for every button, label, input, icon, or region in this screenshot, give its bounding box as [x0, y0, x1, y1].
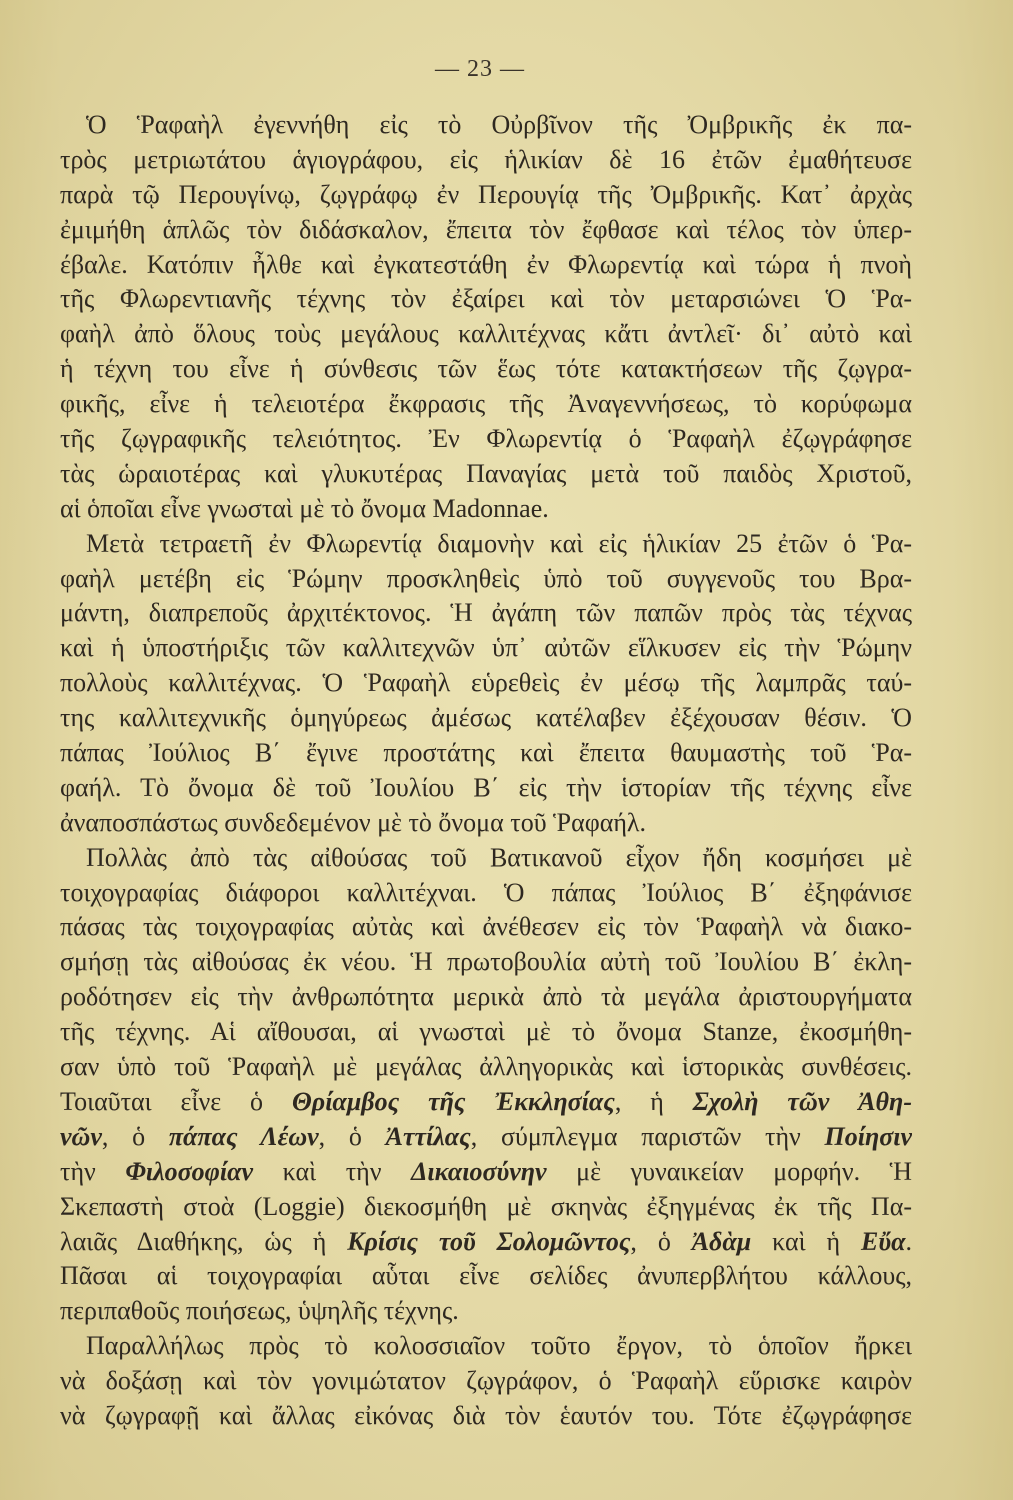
emphasized-title: πάπας Λέων	[168, 1121, 319, 1151]
text-run: , ὁ	[630, 1226, 692, 1256]
emphasized-title: Εὔα	[861, 1226, 906, 1256]
text-line: καὶ ἡ ὑποστήριξις τῶν καλλιτεχνῶν ὑπ᾿ αὐτῶν εἵλκυσεν εἰς τὴν Ῥώμην	[60, 633, 912, 663]
paragraph	[60, 841, 912, 1329]
paragraph	[60, 108, 912, 527]
emphasized-title: νῶν	[60, 1121, 102, 1151]
page-number: — 23 —	[435, 56, 525, 82]
text-run: καὶ ἡ	[751, 1226, 862, 1256]
text-line: Παραλλήλως πρὸς τὸ κολοσσιαῖον τοῦτο ἔργον, τὸ ὁποῖον ἤρκει	[86, 1331, 912, 1361]
text-line: τοιχογραφίας διάφοροι καλλιτέχναι. Ὁ πάπας Ἰούλιος Β΄ ἐξηφάνισε	[60, 877, 912, 907]
text-line: της καλλιτεχνικῆς ὁμηγύρεως ἀμέσως κατέλαβεν ἐξέχουσαν θέσιν. Ὁ	[60, 703, 912, 733]
emphasized-title: Κρίσις τοῦ Σολομῶντος	[347, 1226, 631, 1256]
text-line: Ὁ Ῥαφαὴλ ἐγεννήθη εἰς τὸ Οὐρβῖνον τῆς Ὀμβρικῆς ἐκ πα-	[86, 110, 912, 139]
text-run: Τοιαῦται εἶνε ὁ	[60, 1086, 292, 1116]
text-line: τῆς τέχνης. Αἱ αἴθουσαι, αἱ γνωσταὶ μὲ τὸ ὄνομα Stanze, ἐκοσμήθη-	[60, 1017, 912, 1047]
text-line: Πᾶσαι αἱ τοιχογραφίαι αὗται εἶνε σελίδες ἀνυπερβλήτου κάλλους,	[60, 1261, 912, 1291]
text-line: φαήλ. Τὸ ὄνομα δὲ τοῦ Ἰουλίου Β΄ εἰς τὴν ἱστορίαν τῆς τέχνης εἶνε	[60, 772, 912, 802]
text-line: ἀναποσπάστως συνδεδεμένον μὲ τὸ ὄνομα τοῦ Ῥαφαήλ.	[60, 807, 647, 837]
text-line: ροδότησεν εἰς τὴν ἀνθρωπότητα μερικὰ ἀπὸ τὰ μεγάλα ἀριστουργήματα	[60, 982, 912, 1012]
paragraph	[60, 1329, 912, 1434]
emphasized-title: Σχολὴ τῶν Ἀθη-	[692, 1086, 912, 1116]
emphasized-title: Ἀττίλας	[385, 1121, 471, 1151]
emphasized-title: Θρίαμβος τῆς Ἐκκλησίας	[291, 1086, 615, 1116]
text-line: Πολλὰς ἀπὸ τὰς αἰθούσας τοῦ Βατικανοῦ εἶχον ἤδη κοσμήσει μὲ	[86, 842, 912, 872]
text-line	[60, 1225, 912, 1260]
text-line: φαὴλ ἀπὸ ὅλους τοὺς μεγάλους καλλιτέχνας κἄτι ἀντλεῖ· δι᾿ αὐτὸ καὶ	[60, 319, 912, 349]
text-line	[60, 1120, 912, 1155]
text-run: καὶ τὴν	[253, 1156, 412, 1186]
emphasized-title: Ποίησιν	[824, 1121, 912, 1151]
text-line: Μετὰ τετραετῆ ἐν Φλωρεντίᾳ διαμονὴν καὶ εἰς ἡλικίαν 25 ἐτῶν ὁ Ῥα-	[86, 528, 912, 558]
paragraph	[60, 527, 912, 841]
emphasized-title: Ἀδὰμ	[691, 1226, 752, 1256]
text-line: σμήσῃ τὰς αἰθούσας ἐκ νέου. Ἡ πρωτοβουλία αὐτὴ τοῦ Ἰουλίου Β΄ ἐκλη-	[60, 947, 912, 977]
text-line: φαὴλ μετέβη εἰς Ῥώμην προσκληθεὶς ὑπὸ τοῦ συγγενοῦς του Βρα-	[60, 563, 912, 593]
text-line: τὰς ὡραιοτέρας καὶ γλυκυτέρας Παναγίας μετὰ τοῦ παιδὸς Χριστοῦ,	[60, 458, 912, 488]
text-line: σαν ὑπὸ τοῦ Ῥαφαὴλ μὲ μεγάλας ἀλληγορικὰς καὶ ἱστορικὰς συνθέσεις.	[60, 1052, 912, 1082]
text-run: μὲ γυναικείαν μορφήν. Ἡ	[546, 1156, 912, 1186]
text-line: μάντη, διαπρεποῦς ἀρχιτέκτονος. Ἡ ἀγάπη τῶν παπῶν πρὸς τὰς τέχνας	[60, 598, 912, 628]
text-line: τρὸς μετριωτάτου ἁγιογράφου, εἰς ἡλικίαν δὲ 16 ἐτῶν ἐμαθήτευσε	[60, 144, 912, 174]
text-line	[60, 1085, 912, 1120]
text-run: , ἡ	[614, 1086, 693, 1116]
text-line: περιπαθοῦς ποιήσεως, ὑψηλῆς τέχνης.	[60, 1296, 459, 1326]
body-text	[60, 108, 912, 1434]
text-run: .	[905, 1226, 912, 1256]
text-line: αἱ ὁποῖαι εἶνε γνωσταὶ μὲ τὸ ὄνομα Madonnae.	[60, 493, 549, 523]
text-run: λαιᾶς Διαθήκης, ὡς ἡ	[60, 1226, 348, 1256]
text-run: , σύμπλεγμα παριστῶν τὴν	[470, 1121, 825, 1151]
text-line: φικῆς, εἶνε ἡ τελειοτέρα ἔκφρασις τῆς Ἀναγεννήσεως, τὸ κορύφωμα	[60, 389, 912, 419]
text-line: ἐμιμήθη ἁπλῶς τὸν διδάσκαλον, ἔπειτα τὸν ἔφθασε καὶ τέλος τὸν ὑπερ-	[60, 214, 912, 244]
text-line: πάπας Ἰούλιος Β΄ ἔγινε προστάτης καὶ ἔπειτα θαυμαστὴς τοῦ Ῥα-	[60, 738, 912, 768]
text-line: πολλοὺς καλλιτέχνας. Ὁ Ῥαφαὴλ εὑρεθεὶς ἐν μέσῳ τῆς λαμπρᾶς ταύ-	[60, 668, 912, 698]
text-line: παρὰ τῷ Περουγίνῳ, ζῳγράφῳ ἐν Περουγίᾳ τῆς Ὀμβρικῆς. Κατ᾿ ἀρχὰς	[60, 179, 912, 209]
emphasized-title: Φιλοσοφίαν	[125, 1156, 254, 1186]
text-run: , ὁ	[101, 1121, 169, 1151]
emphasized-title: Δικαιοσύνην	[411, 1156, 547, 1186]
text-line: Σκεπαστὴ στοὰ (Loggie) διεκοσμήθη μὲ σκηνὰς ἐξηγμένας ἐκ τῆς Πα-	[60, 1191, 912, 1221]
text-line: νὰ δοξάσῃ καὶ τὸν γονιμώτατον ζῳγράφον, ὁ Ῥαφαὴλ εὕρισκε καιρὸν	[60, 1366, 912, 1396]
text-line: έβαλε. Κατόπιν ἦλθε καὶ ἐγκατεστάθη ἐν Φλωρεντίᾳ καὶ τώρα ἡ πνοὴ	[60, 249, 912, 279]
text-run: , ὁ	[318, 1121, 386, 1151]
text-line	[60, 1155, 912, 1190]
text-line: τῆς ζῳγραφικῆς τελειότητος. Ἐν Φλωρεντίᾳ ὁ Ῥαφαὴλ ἐζῳγράφησε	[60, 424, 912, 454]
text-run: τὴν	[60, 1156, 126, 1186]
text-line: ἡ τέχνη του εἶνε ἡ σύνθεσις τῶν ἕως τότε κατακτήσεων τῆς ζῳγρα-	[60, 354, 912, 384]
text-line: τῆς Φλωρεντιανῆς τέχνης τὸν ἐξαίρει καὶ τὸν μεταρσιώνει Ὁ Ῥα-	[60, 284, 912, 314]
text-line: νὰ ζῳγραφῇ καὶ ἄλλας εἰκόνας διὰ τὸν ἑαυτόν του. Τότε ἐζῳγράφησε	[60, 1400, 912, 1430]
text-line: πάσας τὰς τοιχογραφίας αὐτὰς καὶ ἀνέθεσεν εἰς τὸν Ῥαφαὴλ νὰ διακο-	[60, 912, 912, 942]
